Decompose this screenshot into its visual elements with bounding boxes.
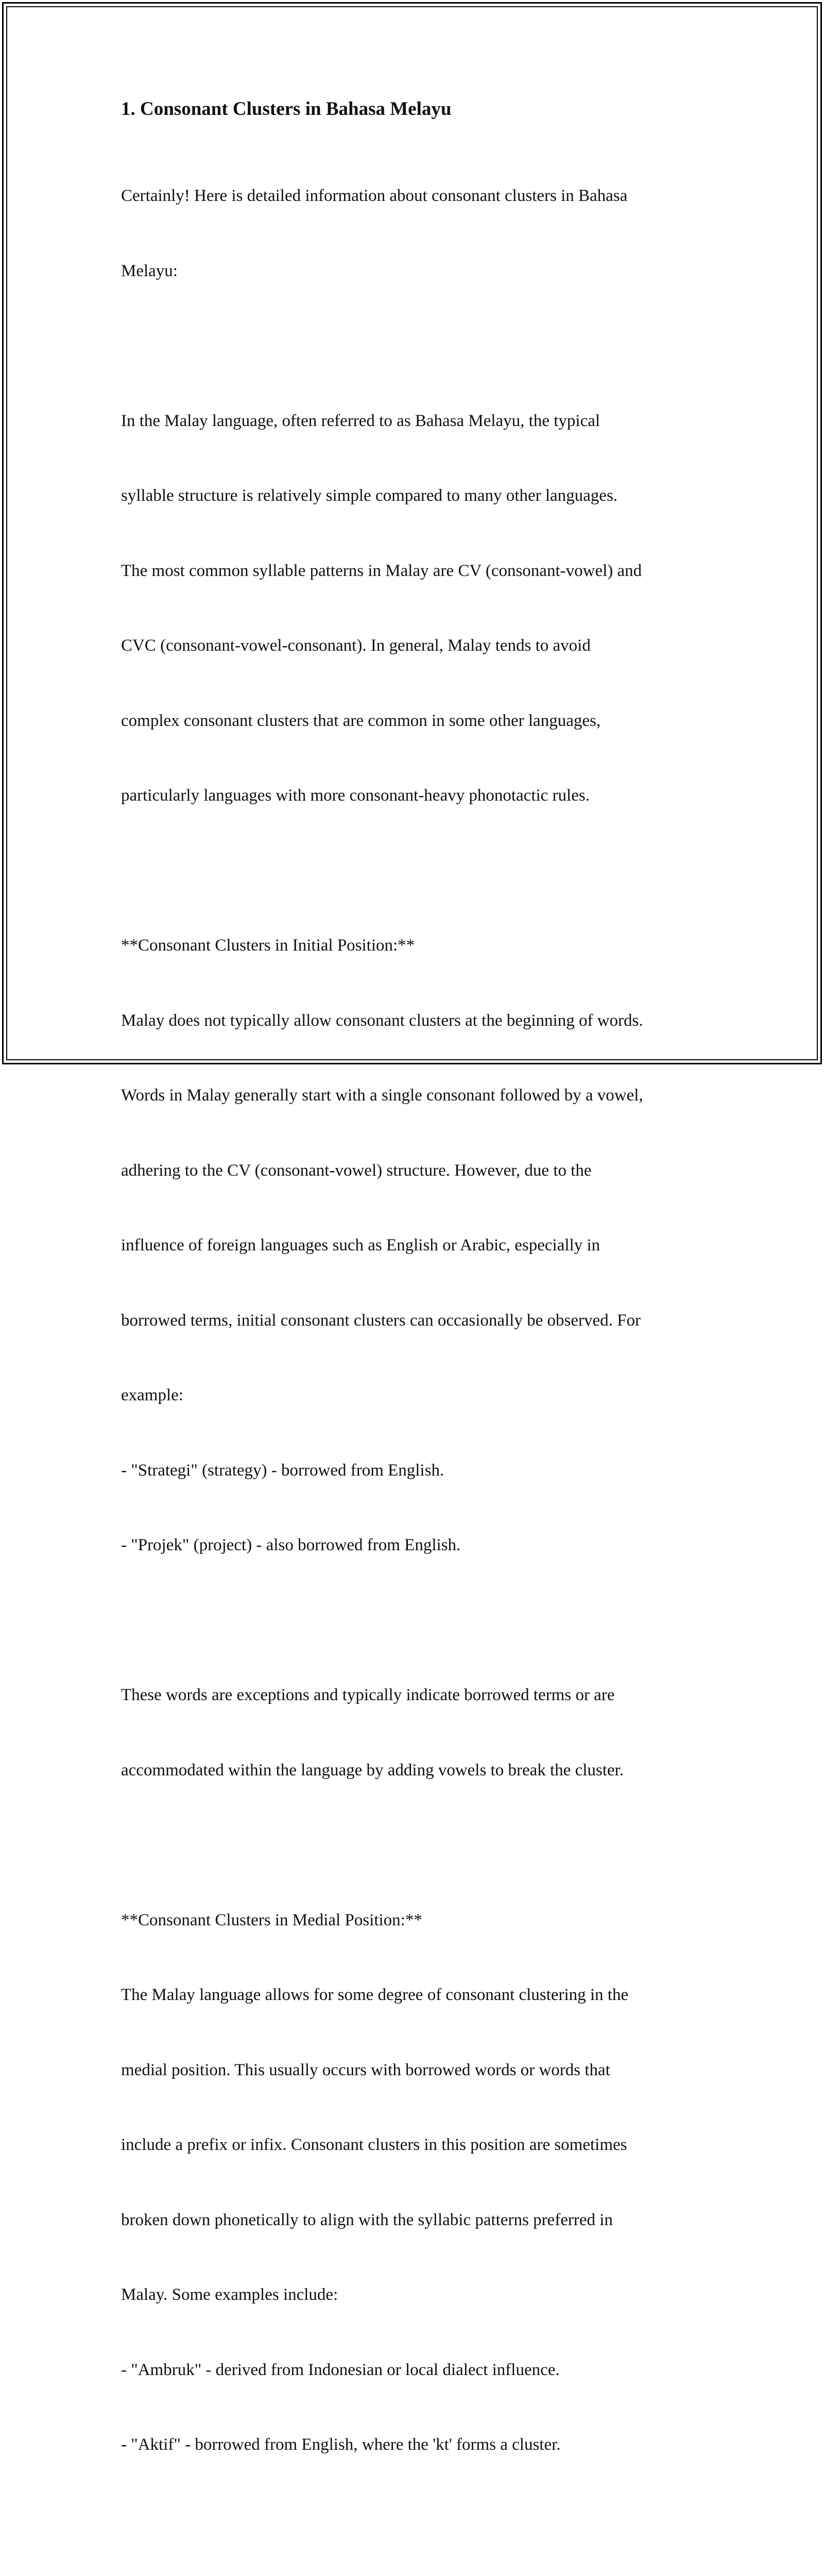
text-line: broken down phonetically to align with the syllabic patterns preferred in: [121, 2210, 613, 2229]
text-line: example:: [121, 1386, 183, 1404]
section-heading-initial: **Consonant Clusters in Initial Position:**: [121, 936, 415, 955]
document-body: [121, 133, 708, 2576]
document-content: [121, 95, 708, 2576]
list-item: - "Aktif" - borrowed from English, where the 'kt' forms a cluster.: [121, 2435, 561, 2454]
text-line: include a prefix or infix. Consonant clusters in this position are sometimes: [121, 2136, 627, 2154]
text-line: The most common syllable patterns in Malay are CV (consonant-vowel) and: [121, 561, 642, 580]
text-line: These words are exceptions and typically indicate borrowed terms or are: [121, 1686, 615, 1704]
list-item: - "Projek" (project) - also borrowed from English.: [121, 1536, 461, 1554]
text-line: influence of foreign languages such as English or Arabic, especially in: [121, 1236, 600, 1255]
text-line: particularly languages with more consonant-heavy phonotactic rules.: [121, 786, 590, 805]
text-line: syllable structure is relatively simple compared to many other languages.: [121, 486, 618, 505]
text-line: Malay. Some examples include:: [121, 2285, 338, 2304]
text-line: Melayu:: [121, 261, 178, 280]
section-heading-medial: **Consonant Clusters in Medial Position:**: [121, 1910, 422, 1929]
blank-line: [121, 1608, 708, 1633]
document-title: 1. Consonant Clusters in Bahasa Melayu: [121, 98, 452, 120]
text-line: Words in Malay generally start with a single consonant followed by a vowel,: [121, 1086, 643, 1105]
text-line: Malay does not typically allow consonant clusters at the beginning of words.: [121, 1011, 643, 1030]
text-line: borrowed terms, initial consonant clusters can occasionally be observed. For: [121, 1311, 641, 1330]
text-line: medial position. This usually occurs with borrowed words or words that: [121, 2060, 610, 2079]
blank-line: [121, 333, 708, 359]
blank-line: [121, 858, 708, 884]
text-line: adhering to the CV (consonant-vowel) structure. However, due to the: [121, 1161, 592, 1180]
list-item: - "Strategi" (strategy) - borrowed from English.: [121, 1461, 444, 1480]
text-line: CVC (consonant-vowel-consonant). In general, Malay tends to avoid: [121, 636, 591, 655]
text-line: The Malay language allows for some degree of consonant clustering in the: [121, 1986, 629, 2004]
blank-line: [121, 2507, 708, 2533]
blank-line: [121, 1833, 708, 1858]
text-line: Certainly! Here is detailed information about consonant clusters in Bahasa: [121, 187, 628, 205]
text-line: In the Malay language, often referred to as Bahasa Melayu, the typical: [121, 411, 600, 430]
list-item: - "Ambruk" - derived from Indonesian or local dialect influence.: [121, 2360, 560, 2379]
text-line: complex consonant clusters that are common in some other languages,: [121, 711, 601, 730]
text-line: accommodated within the language by adding vowels to break the cluster.: [121, 1760, 624, 1780]
